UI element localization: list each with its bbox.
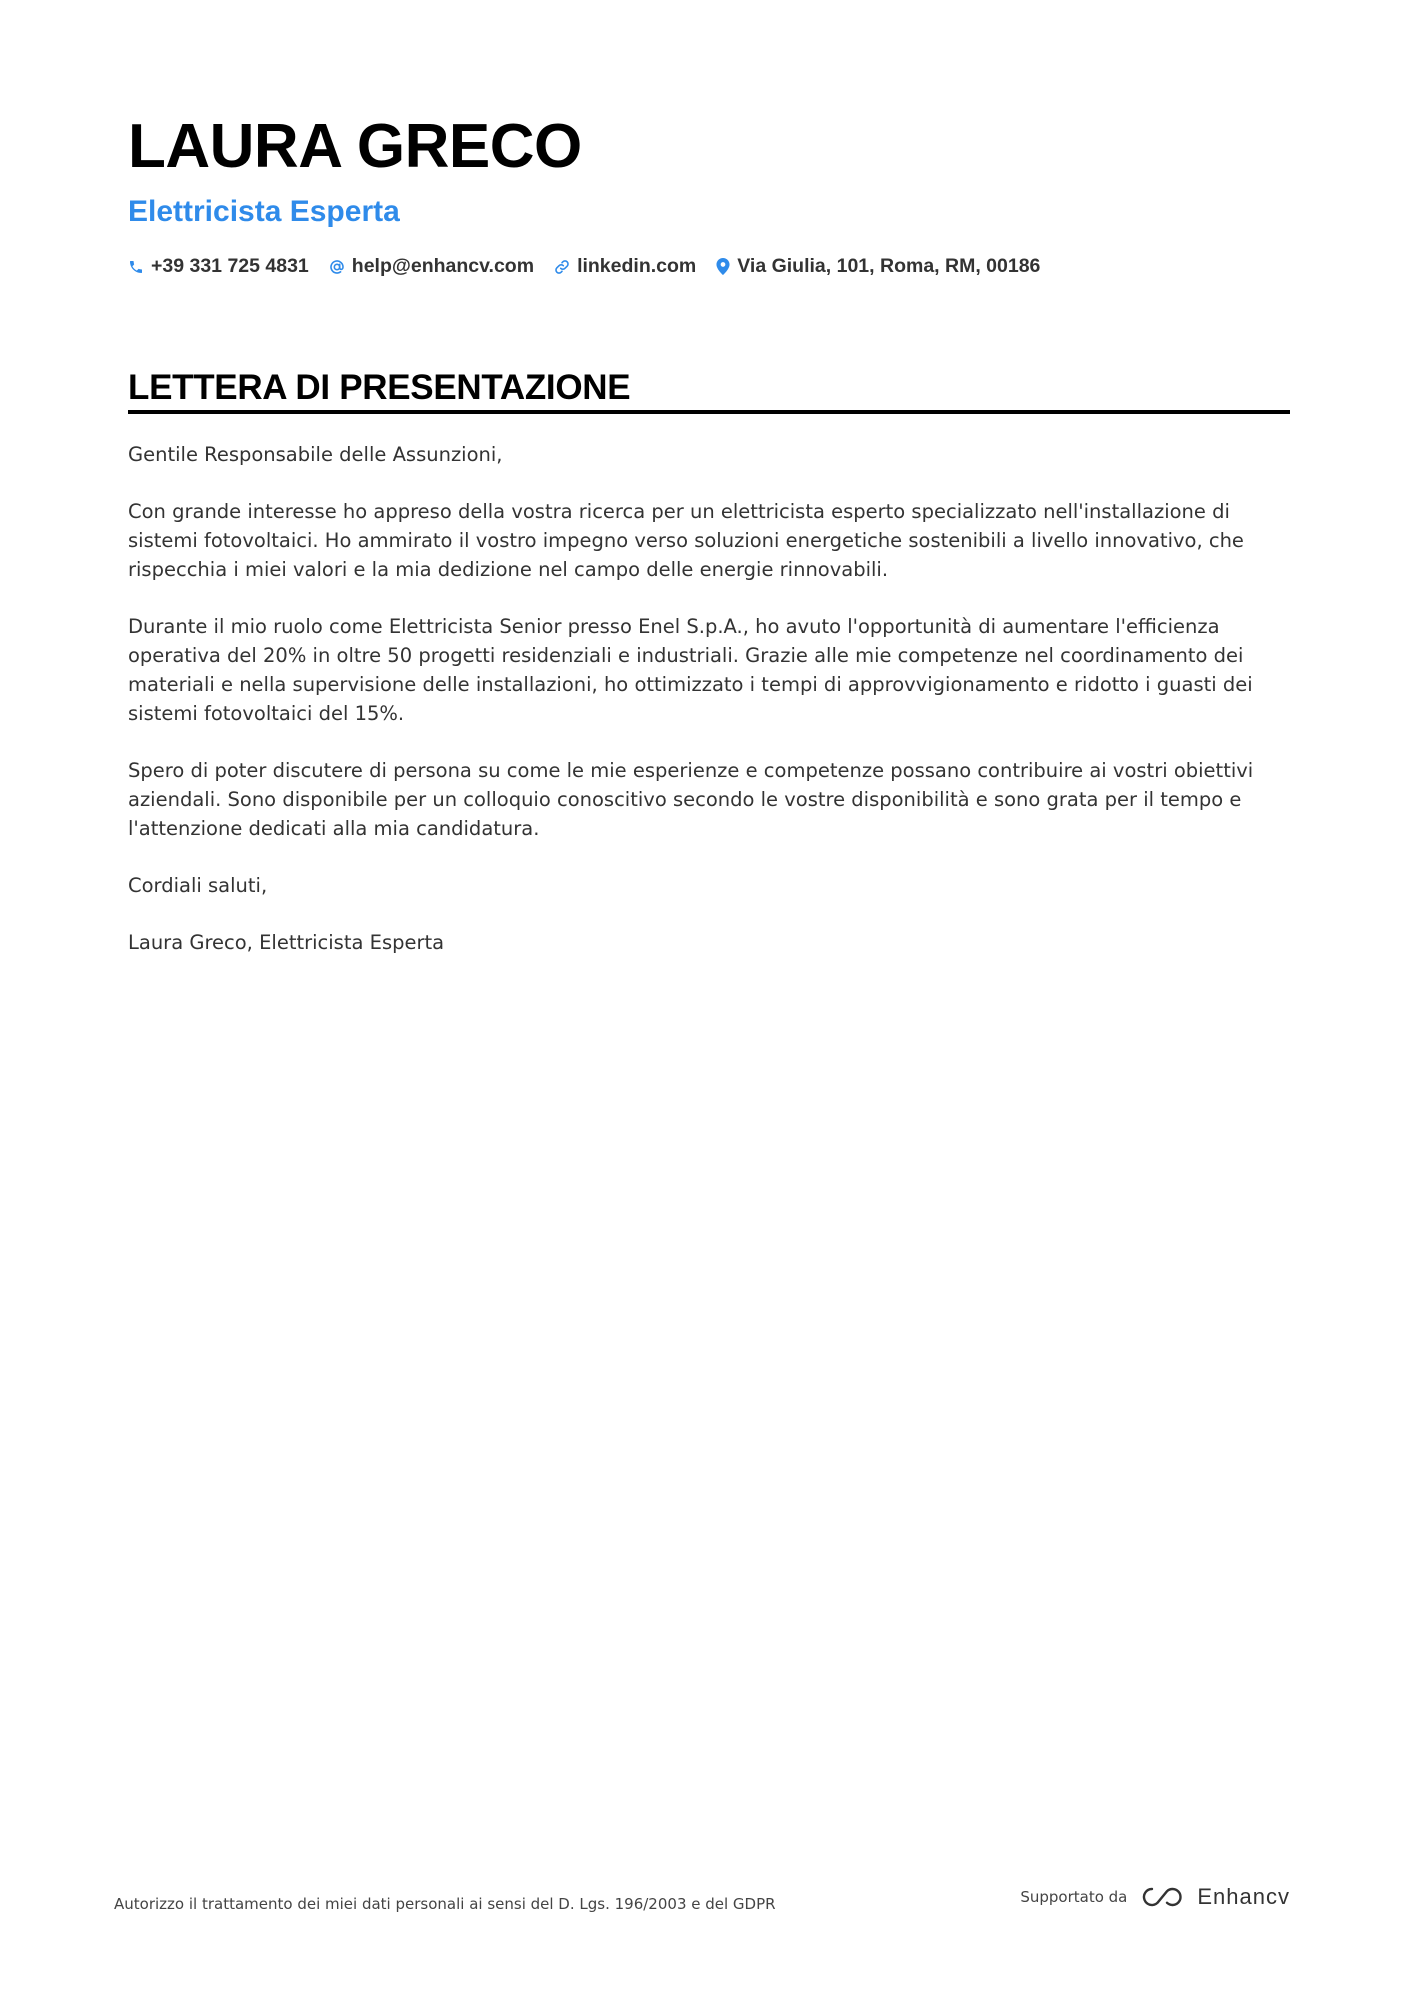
candidate-name: LAURA GRECO [128,112,582,181]
contact-address [716,255,1040,278]
contact-linkedin[interactable] [554,255,696,278]
contact-email[interactable] [329,255,534,278]
email-text[interactable]: help@enhancv.com [351,255,535,277]
linkedin-text[interactable]: linkedin.com [577,255,697,277]
powered-by-label: Supportato da [1020,1888,1128,1906]
contact-phone [128,255,309,278]
privacy-consent: Autorizzo il trattamento dei miei dati personali ai sensi del D. Lgs. 196/2003 e del GDPR [114,1895,776,1913]
address-text: Via Giulia, 101, Roma, RM, 00186 [737,255,1041,277]
link-icon [554,259,570,275]
letter-salutation: Gentile Responsabile delle Assunzioni, [128,443,503,466]
powered-by[interactable] [1020,1884,1290,1910]
section-divider [128,410,1290,414]
brand-name: Enhancv [1197,1884,1290,1909]
letter-signature: Laura Greco, Elettricista Esperta [128,931,445,954]
phone-icon [128,259,144,275]
enhancv-logo-icon [1139,1885,1185,1909]
candidate-role: Elettricista Esperta [128,195,400,228]
letter-body [128,440,1288,985]
letter-paragraph: Spero di poter discutere di persona su come le mie esperienze e competenze possano contribuire ai vostri obiettivi aziendali. Sono disponibile per un colloquio conoscitivo secondo le vostre disponibilità e sono grata per il tempo e l'attenzione dedicati alla mia candidatura. [128,759,1254,840]
location-pin-icon [716,258,730,275]
contact-bar [128,255,1040,278]
section-title: LETTERA DI PRESENTAZIONE [128,368,631,407]
letter-paragraph: Con grande interesse ho appreso della vostra ricerca per un elettricista esperto specializzato nell'installazione di sistemi fotovoltaici. Ho ammirato il vostro impegno verso soluzioni energetiche sostenibili a livello innovativo, che rispecchia i miei valori e la mia dedizione nel campo delle energie rinnovabili. [128,500,1244,581]
phone-text: +39 331 725 4831 [151,255,309,277]
letter-paragraph: Durante il mio ruolo come Elettricista Senior presso Enel S.p.A., ho avuto l'opportunità di aumentare l'efficienza operativa del 20% in oltre 50 progetti residenziali e industriali. Grazie alle mie competenze nel coordinamento dei materiali e nella supervisione delle installazioni, ho ottimizzato i tempi di approvvigionamento e ridotto i guasti dei sistemi fotovoltaici del 15%. [128,615,1253,725]
letter-closing: Cordiali saluti, [128,874,268,897]
at-icon [329,259,345,275]
